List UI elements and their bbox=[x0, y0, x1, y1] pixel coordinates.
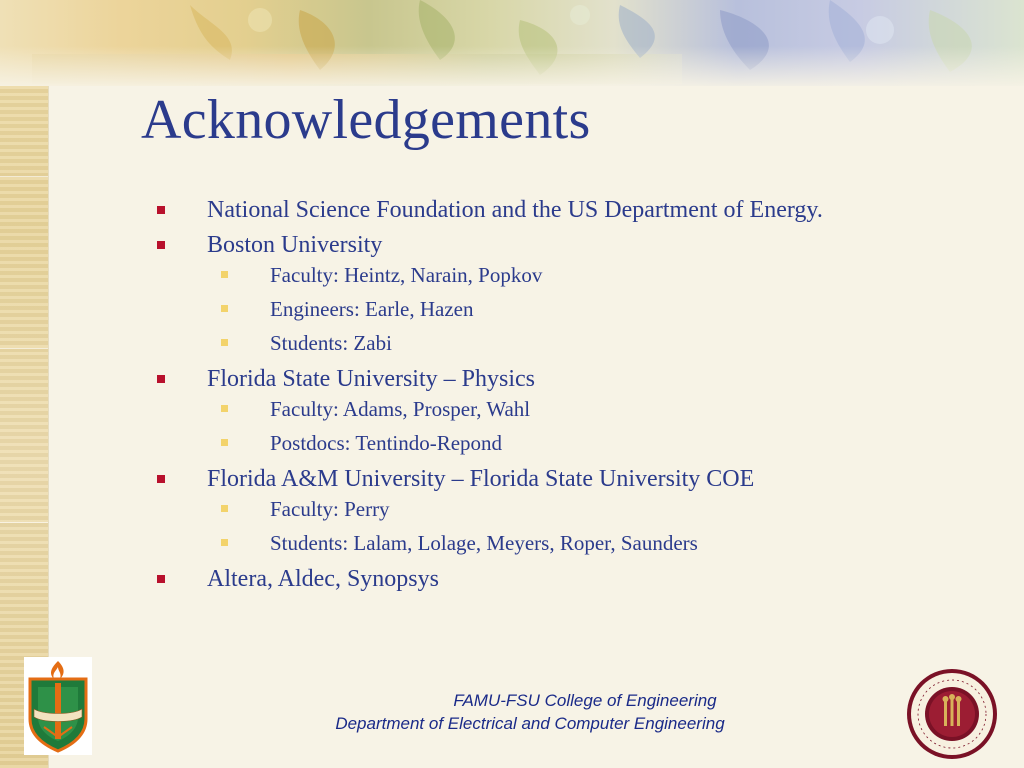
small-square-bullet-icon bbox=[221, 305, 228, 312]
sub-list-item bbox=[207, 397, 927, 422]
sub-item-text: Faculty: Heintz, Narain, Popkov bbox=[270, 263, 543, 287]
sub-list-item bbox=[207, 331, 927, 356]
square-bullet-icon bbox=[157, 375, 165, 383]
square-bullet-icon bbox=[157, 575, 165, 583]
fsu-seal-icon bbox=[906, 668, 998, 760]
square-bullet-icon bbox=[157, 475, 165, 483]
sub-item-text: Faculty: Adams, Prosper, Wahl bbox=[270, 397, 531, 421]
band-divider bbox=[0, 522, 48, 523]
sub-list-item bbox=[207, 531, 927, 556]
small-square-bullet-icon bbox=[221, 405, 228, 412]
small-square-bullet-icon bbox=[221, 539, 228, 546]
list-item-text: Florida State University – Physics bbox=[207, 366, 535, 392]
small-square-bullet-icon bbox=[221, 439, 228, 446]
left-texture-band bbox=[0, 0, 49, 768]
sub-list bbox=[207, 497, 877, 556]
sub-list-item bbox=[207, 297, 927, 322]
list-item bbox=[157, 465, 877, 556]
sub-item-text: Postdocs: Tentindo-Repond bbox=[270, 431, 503, 455]
list-item bbox=[157, 196, 877, 224]
top-decorative-banner bbox=[0, 0, 1024, 86]
sub-list bbox=[207, 263, 877, 356]
list-item-text: Altera, Aldec, Synopsys bbox=[207, 566, 439, 592]
sub-list bbox=[207, 397, 877, 456]
small-square-bullet-icon bbox=[221, 271, 228, 278]
band-divider bbox=[0, 176, 48, 177]
slide-footer bbox=[260, 689, 910, 735]
sub-list-item bbox=[207, 263, 927, 288]
list-item bbox=[157, 565, 877, 593]
square-bullet-icon bbox=[157, 241, 165, 249]
band-divider bbox=[0, 348, 48, 349]
famu-logo bbox=[24, 657, 92, 755]
sub-item-text: Faculty: Perry bbox=[270, 497, 390, 521]
footer-line-department: Department of Electrical and Computer Engineering bbox=[335, 714, 725, 733]
famu-crest-icon bbox=[24, 657, 92, 755]
fsu-seal bbox=[906, 668, 998, 760]
list-item-text: Florida A&M University – Florida State University COE bbox=[207, 466, 755, 492]
slide-title: Acknowledgements bbox=[141, 89, 591, 151]
square-bullet-icon bbox=[157, 206, 165, 214]
list-item bbox=[157, 365, 877, 456]
sub-item-text: Students: Lalam, Lolage, Meyers, Roper, Saunders bbox=[270, 531, 698, 555]
sub-list-item bbox=[207, 497, 927, 522]
footer-line-college: FAMU-FSU College of Engineering bbox=[453, 691, 717, 710]
acknowledgement-list bbox=[157, 196, 877, 600]
list-item bbox=[157, 231, 877, 356]
small-square-bullet-icon bbox=[221, 339, 228, 346]
list-item-text: National Science Foundation and the US Department of Energy. bbox=[207, 197, 823, 223]
list-item-text: Boston University bbox=[207, 232, 383, 258]
sub-list-item bbox=[207, 431, 927, 456]
sub-item-text: Students: Zabi bbox=[270, 331, 392, 355]
sub-item-text: Engineers: Earle, Hazen bbox=[270, 297, 474, 321]
small-square-bullet-icon bbox=[221, 505, 228, 512]
